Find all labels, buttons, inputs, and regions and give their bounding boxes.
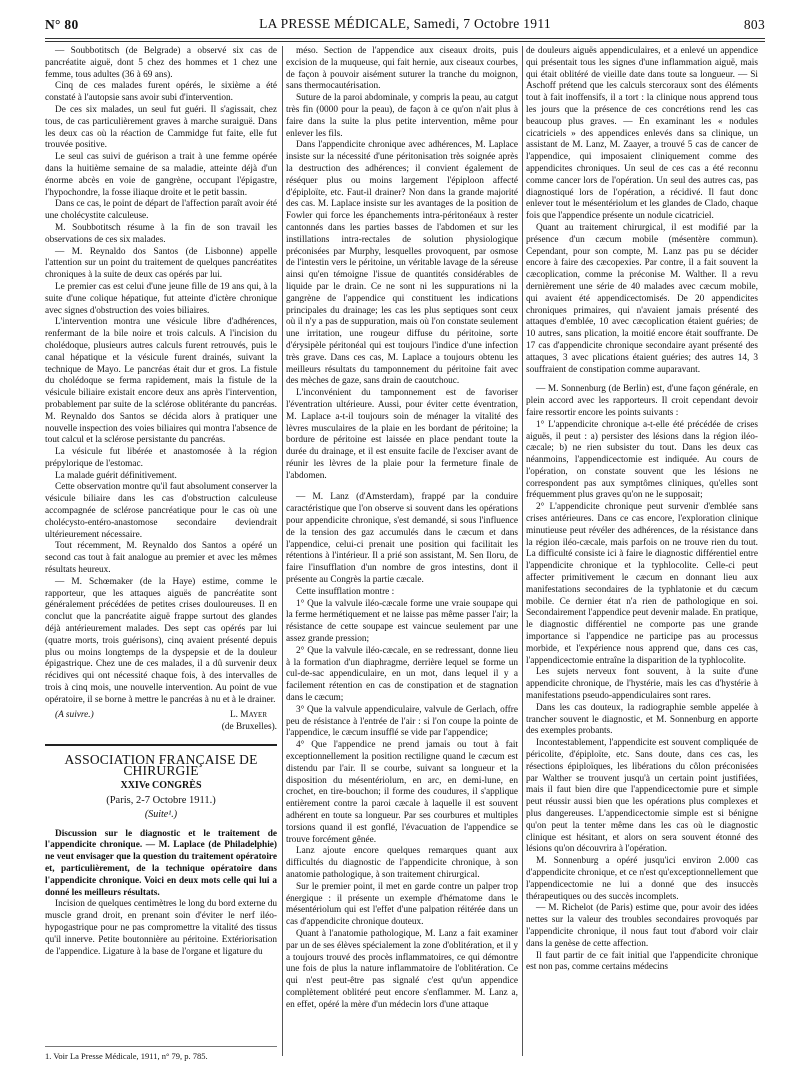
section-header <box>45 744 277 821</box>
paragraph: 3° Que la valvule appendiculaire, valvule de Gerlach, offre peu de résistance à l'entrée de l'air : si l'on coupe la pointe de l'appendice, le cæcum insufflé se vide par l'appendice; <box>286 704 518 739</box>
paragraph: 4° Que l'appendice ne prend jamais ou tout à fait exceptionnellement la position rectiligne quand le cæcum est distendu par l'air. Il se courbe, suivant sa longueur et la disposition du mésentériolum, en arc, en demi-lune, en crochet, en tire-bouchon; il forme des coudures, il s'applique entièrement contre la paroi cæcale à laquelle il est souvent adhérent en toute sa longueur. Par ses courbures et multiples torsions quand il est gonflé, l'évacuation de l'appendice se trouve forcément gênée. <box>286 740 518 845</box>
association-name: ASSOCIATION FRANÇAISE DE CHIRURGIE <box>64 751 258 779</box>
paragraph: M. Sonnenburg a opéré jusqu'ici environ 2.000 cas d'appendicite chronique, et ce n'est qu'exceptionnellement que l'appendicectomie ne lui a donné que des insuccès thérapeutiques ou des succès incomplets. <box>526 856 758 902</box>
author-name: L. Mayer <box>229 709 267 720</box>
column-3 <box>526 46 758 974</box>
paragraph: Il faut partir de ce fait initial que l'appendicite chronique est non pas, comme certains médecins <box>526 950 758 973</box>
continued-label: (Suite¹.) <box>144 808 178 820</box>
paragraph: La vésicule fut libérée et anastomosée à la région prépylorique de l'estomac. <box>45 447 277 469</box>
paragraph: La malade guérit définitivement. <box>55 470 177 481</box>
paragraph: Cinq de ces malades furent opérés, le sixième a été constaté à l'autopsie sans avoir subi d'intervention. <box>45 81 277 104</box>
paragraph: M. Soubbotitsch résume à la fin de son travail les observations de ces six malades. <box>45 222 277 245</box>
paragraph: Dans les cas douteux, la radiographie semble appelée à trancher souvent le diagnostic, et M. Sonnenburg en apporte des exemples probants. <box>526 702 758 737</box>
paragraph: Incontestablement, l'appendicite est souvent compliquée de péricolite, d'épiploïte, etc. Sans doute, dans ces cas, les résections épiploïques, les libérations du côlon préconisées par Walther se trouvent jusqu'à un certain point justifiées, mais il faut bien dire que l'appendicectomie pure et simple peut réussir aussi bien que les opérations plus complexes et plus dangereuses. L'appendicectomie simple est si bénigne qu'on peut la tenter même dans les cas où le diagnostic clinique est hésitant, et alors on sera souvent étonné des lésions qu'on découvrira à l'opération. <box>526 738 758 855</box>
paragraph: Cette insufflation montre : <box>296 586 395 597</box>
paragraph: Suture de la paroi abdominale, y compris la peau, au catgut très fin (0000 pour la peau), de façon à ce qu'on n'ait plus à faire dans la suite la plus petite intervention, même pour enlever les fils. <box>286 93 518 139</box>
to-be-continued: (A suivre.) <box>55 709 94 720</box>
paragraph: L'inconvénient du tamponnement est de favoriser l'éventration ultérieure. Aussi, pour éviter cette éventration, M. Laplace a-t-il toujours soin de ménager la vitalité des lèvres musculaires de la plaie en les bordant de péritoine; la bordure de péritoine est laissée en place pendant toute la durée du drainage, et il est ensuite facile de l'exciser avant de réunir les lèvres de la plaie pour la fermeture finale de l'abdomen. <box>286 388 518 481</box>
paragraph: Lanz ajoute encore quelques remarques quant aux difficultés du diagnostic de l'appendicite chronique, à son anatomie pathologique, à son traitement chirurgical. <box>286 846 518 880</box>
paragraph: Tout récemment, M. Reynaldo dos Santos a opéré un second cas tout à fait analogue au premier et avec les mêmes résultats heureux. <box>45 541 277 576</box>
paragraph: Le seul cas suivi de guérison a trait à une femme opérée dans la huitième semaine de sa maladie, atteinte déjà d'un énorme abcès en voie de gangrène, occupant l'épigastre, l'hypochondre, la fosse iliaque droite et le petit bassin. <box>45 152 277 198</box>
author-city: (de Bruxelles). <box>221 721 277 732</box>
paragraph: Quant à l'anatomie pathologique, M. Lanz a fait examiner par un de ses élèves spécialement la zone d'oblitération, et il y a toujours trouvé des procès inflammatoires, ce qui démontre une fois de plus la nature inflammatoire de l'oblitération. Ce qui n'est peut-être pas signalé c'est qu'un appendice complètement oblitéré peut encore s'enflammer. M. Lanz a, en effet, opéré la mère d'un médecin lors d'une attaque <box>286 928 518 1010</box>
paragraph: Dans l'appendicite chronique avec adhérences, M. Laplace insiste sur la nécessité d'une péritonisation très soignée après la destruction des adhérences; il convient également de réséquer plus ou moins largement l'épiploon affecté d'épiploïte, etc. Faut-il drainer? Non dans la grande majorité des cas. M. Laplace insiste sur les avantages de la position de Fowler qui force les épanchements intra-péritonéaux à rester cantonnés dans les parties basses de l'abdomen et sur les instillations intra-rectales de solution physiologique préconisées par Murphy, lesquelles provoquent, par osmose de l'intestin vers le péritoine, un véritable lavage de la séreuse ainsi qu'en témoigne l'issue de quantités considérables de liquide par le drain. Ce ne sont ni les suppurations ni la gangrène de l'appendice qui constituent les indications principales du drainage; les cas les plus septiques sont ceux où il n'y a pas de suppuration, mais où l'on constate seulement une irritation, une rougeur diffuse du péritoine, sorte d'érysipèle péritonéal qui est toujours l'indice d'une infection très grave. Dans ces cas, M. Laplace a toujours obtenu les meilleurs résultats du tamponnement du péritoine fait avec des mèches de gaze, sans drain de caoutchouc. <box>286 140 518 387</box>
paragraph: 1° Que la valvule iléo-cæcale forme une vraie soupape qui la ferme hermétiquement et ne laisse pas même passer l'air; la résistance de cette soupape est vaincue seulement par une assez grande pression; <box>286 598 518 645</box>
paragraph: De ces six malades, un seul fut guéri. Il s'agissait, chez tous, de cas particulièrement graves à marche suraiguë. Dans les deux cas où la réaction de Cammidge fut faite, elle fut trouvée positive. <box>45 104 277 151</box>
paragraph: — M. Sonnenburg (de Berlin) est, d'une façon générale, en plein accord avec les rapporteurs. Il croit cependant devoir faire ressortir encore les points suivants : <box>526 384 758 418</box>
paragraph: Les sujets nerveux font souvent, à la suite d'une appendicite chronique, de l'hystérie, mais les cas d'hystérie à manifestations pseudo-appendiculaires sont rares. <box>526 667 758 702</box>
paragraph: 1° L'appendicite chronique a-t-elle été précédée de crises aiguës, il peut : a) persister des lésions dans la région iléo-cæcale; b) ne rien subsister du tout. Dans les deux cas néanmoins, l'appendicectomie est indiquée. Au cours de l'opération, on constate souvent que les lésions ne correspondent pas aux symptômes cliniques, qu'elles sont fréquemment plus graves qu'on ne le supposait; <box>526 419 758 501</box>
footnote: 1. Voir La Presse Médicale, 1911, n° 79, p. 785. <box>45 1046 277 1061</box>
paragraph: L'intervention montra une vésicule libre d'adhérences, renfermant de la bile noire et trois calculs. A l'incision du cholédoque, plusieurs autres calculs furent retrouvés, puis le canal hépatique et la vésicule furent drainés, suivant la technique de Mayo. Le pancréas était dur et gros. La fistule du cholédoque se ferma rapidement, mais la fistule de la vésicule biliaire existait encore deux ans après l'intervention, probablement par suite de la sclérose oblitérante du pancréas. M. Reynaldo dos Santos se décida alors à pratiquer une nouvelle inspection des voies biliaires qui montra l'absence de tout calcul et la sclérose persistante du pancréas. <box>45 317 277 446</box>
paragraph: méso. Section de l'appendice aux ciseaux droits, puis excision de la muqueuse, qui fait hernie, aux ciseaux courbes, de façon à pouvoir aisément suturer la tranche du moignon, sans thermocautérisation. <box>286 46 518 92</box>
paragraph: Cette observation montre qu'il faut absolument conserver la vésicule biliaire dans les cas d'obstruction calculeuse accompagnée de sclérose pancréatique pour le cas où une cholécysto-entéro-anastomose secondaire deviendrait ultérieurement nécessaire. <box>45 482 277 540</box>
paragraph: Le premier cas est celui d'une jeune fille de 19 ans qui, à la suite d'une colique hépatique, fut atteinte d'ictère chronique avec signes d'obstruction des voies biliaires. <box>45 281 277 316</box>
page-header <box>45 14 765 36</box>
issue-number: N° 80 <box>45 17 79 32</box>
paragraph: Dans ce cas, le point de départ de l'affection paraît avoir été une cholécystite calculeuse. <box>45 199 277 222</box>
paragraph: — M. Lanz (d'Amsterdam), frappé par la conduire caractéristique que l'on observe si souvent dans les opérations pour appendicite chronique, s'est demandé, si sous l'influence de la tension des gaz accumulés dans le cæcum et dans l'appendice, celui-ci prenait une position qui facilitait les rétentions à l'intérieur. Il a prié son assistant, M. Sen Iloru, de faire l'insufflation d'un nombre de gros intestins, dont il présente au Congrès la partie cæcale. <box>286 492 518 586</box>
journal-title: LA PRESSE MÉDICALE, Samedi, 7 Octobre 1911 <box>259 16 551 31</box>
paragraph: 2° Que la valvule iléo-cæcale, en se redressant, donne lieu à la formation d'un diaphragme, derrière lequel se forme un cul-de-sac appendiculaire, en un mot, dans lequel il y a facilement rétention en cas de constipation et de stagnation dans le cæcum; <box>286 645 518 704</box>
paragraph: — M. Reynaldo dos Santos (de Lisbonne) appelle l'attention sur un point du traitement de quelques pancréatites chroniques à la suite de deux cas opérés par lui. <box>45 246 277 281</box>
paragraph: 2° L'appendicite chronique peut survenir d'emblée sans crises antérieures. Dans ce cas encore, l'exploration clinique minutieuse peut révéler des adhérences, de la résistance dans la région iléo-cæcale, mais parfois on ne trouve rien du tout. La difficulté consiste ici à faire le diagnostic différentiel entre l'appendicite chronique et la typhlocolite. Celle-ci peut affecter primitivement le cæcum en donnant lieu aux manifestations secondaires de la typhlatonie et du cæcum mobile. Ce dernier état n'a rien de pathologique en soi. Secondairement l'appendice peut devenir malade. En pratique, le diagnostic différentiel ne comporte pas une grande importance si l'appendice ne participe pas au processus morbide, et l'expérience nous apprend que, dans ces cas, l'appendicectomie entraîne la disparition de la typhlocolite. <box>526 502 758 666</box>
signature-block <box>45 710 277 734</box>
column-divider <box>522 46 523 1056</box>
paragraph: de douleurs aiguës appendiculaires, et a enlevé un appendice qui présentait tous les signes d'une inflammation aiguë, mais qui était oblitéré de vieille date dans toute sa longueur. — Si Aschoff prétend que les calculs stercoraux sont des éléments tout à fait inoffensifs, il a tort : la clinique nous apprend tous les jours que la présence de ces concrétions rend les cas beaucoup plus graves. — En examinant les « nodules cicatriciels » des appendices enlevés dans sa clinique, un assistant de M. Lanz, M. Zaayer, a trouvé 5 cas de cancer de l'appendice, qui imposaient cliniquement comme des appendicites chroniques. Un seul de ces cas a été reconnu comme cancer lors de l'opération. Un seul des autres cas, pas diagnostiqué lors de l'opération, a récidivé. Il faut donc enlever tout le mésentériolum et les glandes de Clado, chaque fois que l'appendice présente un nodule cicatriciel. <box>526 46 758 222</box>
column-1 <box>45 46 277 958</box>
page-number: 803 <box>743 17 765 32</box>
paragraph: Incision de quelques centimètres le long du bord externe du muscle grand droit, en prenant soin d'éviter le nerf iléo-hypogastrique pour ne pas compromettre la vitalité des tissus qu'il innerve. Petite boutonnière au péritoine. Extériorisation de l'appendice. Ligature à la base de l'organe et ligature du <box>45 899 277 957</box>
paragraph: — Soubbotitsch (de Belgrade) a observé six cas de pancréatite aiguë, dont 5 chez des hommes et 1 chez une femme, tous adultes (36 à 69 ans). <box>45 46 277 80</box>
congress-place: (Paris, 2-7 Octobre 1911.) <box>106 795 216 807</box>
congress-label: XXIVe CONGRÈS <box>120 780 202 792</box>
paragraph: Quant au traitement chirurgical, il est modifié par la présence d'un cæcum mobile (mésentère commun). Cependant, pour son compte, M. Lanz pas pu se décider encore à faire des cæcopexies. Par contre, il a fait souvent la cæcoplication, comme la préconise M. Walther. Il a revu dernièrement une série de 40 malades avec cæcum mobile, qui avaient été appendicectomisés. De 20 appendicites chroniques primaires, qui n'avaient jamais présenté des attaques d'emblée, 10 avec cæcoplication étaient guéries; de 10 autres, sans plication, la moitié encore était souffrante. De 17 cas d'appendicite chronique secondaire ayant présenté des attaques, 3 avec plications étaient guéries; des autres 14, 3 souffraient de constipation comme auparavant. <box>526 222 758 375</box>
paragraph: — M. Richelot (de Paris) estime que, pour avoir des idées nettes sur la valeur des troubles secondaires provoqués par l'appendicite chronique, il nous faut tout d'abord voir clair dans la genèse de cette affection. <box>526 903 758 949</box>
header-rule <box>45 38 765 39</box>
paragraph: — M. Schœmaker (de la Haye) estime, comme le rapporteur, que les attaques aiguës de pancréatite sont généralement précédées de petites crises douloureuses. Il en conclut que la pancréatite aiguë frappe surtout des glandes déjà antérieurement malades. Des sept cas opérés par lui (quatre morts, trois guérisons), cinq avaient présenté depuis plus ou moins longtemps de la dyspepsie et de la douleur épigastrique. Chez une de ces malades, il a dû survenir deux récidives qui ont nécessité chaque fois, à des intervalles de trois à cinq mois, une nouvelle intervention. Au point de vue opératoire, il se borne à mettre le pancréas à nu et à le drainer. <box>45 576 277 705</box>
paragraph: Sur le premier point, il met en garde contre un palper trop énergique : il présente un exemple d'hématome dans le mésentériolum qui est l'effet d'une palpation réitérée dans un cas d'appendicite chronique douteux. <box>286 881 518 928</box>
column-divider <box>282 46 283 1056</box>
header-rule-2 <box>45 41 765 42</box>
column-2 <box>286 46 518 1012</box>
paragraph: Discussion sur le diagnostic et le traitement de l'appendicite chronique. — M. Laplace (de Philadelphie) ne veut envisager que la question du traitement opératoire et, particulièrement, de la technique opératoire dans l'appendicite chronique. Voici en deux mots celle qui lui a donné les meilleurs résultats. <box>45 828 277 898</box>
